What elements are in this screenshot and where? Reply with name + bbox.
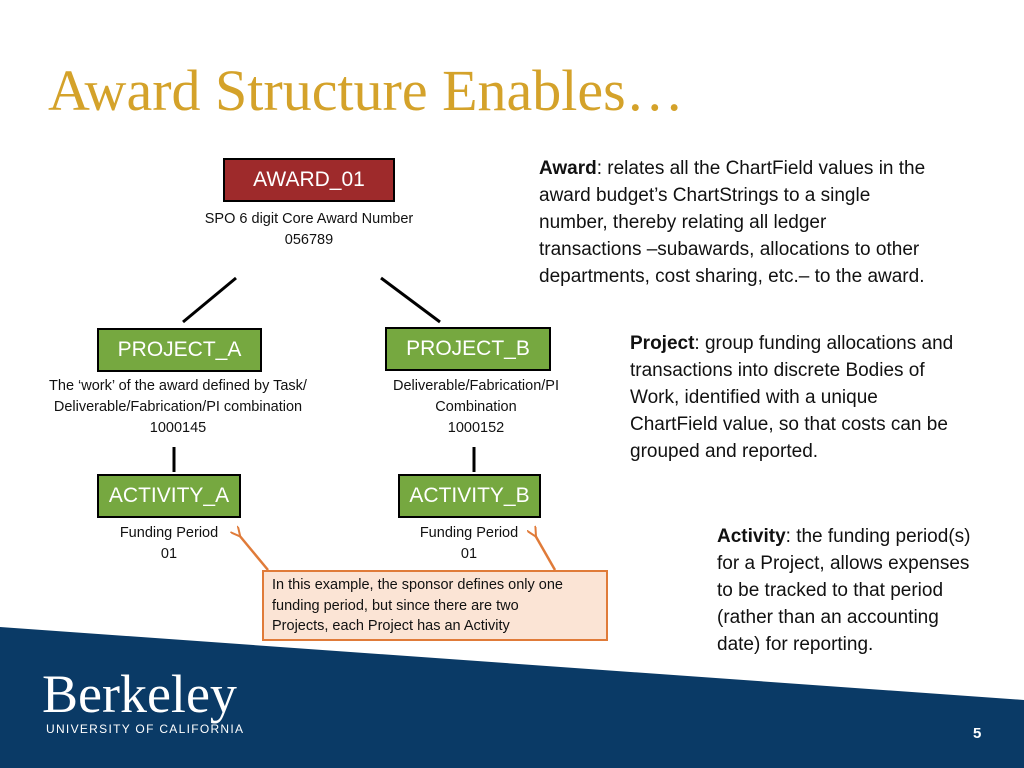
activity-b-caption-line2: 01: [460, 546, 478, 562]
project-desc-line5: grouped and reported.: [630, 441, 819, 462]
award-desc-line2: award budget’s ChartStrings to a single: [539, 185, 871, 206]
callout-line1: In this example, the sponsor defines only one: [272, 577, 563, 593]
activity-a-caption-line1: Funding Period: [119, 525, 219, 541]
award-desc-line1: : relates all the ChartField values in the: [596, 158, 926, 179]
award-caption-line2: 056789: [284, 232, 334, 248]
activity-b-box: ACTIVITY_B: [398, 474, 541, 518]
activity-desc-line1: : the funding period(s): [785, 526, 971, 547]
project-a-caption-line3: 1000145: [149, 420, 207, 436]
activity-desc-line4: (rather than an accounting: [717, 607, 939, 628]
activity-desc-line3: to be tracked to that period: [717, 580, 944, 601]
project-a-box: PROJECT_A: [97, 328, 262, 372]
callout-line3: Projects, each Project has an Activity: [272, 618, 510, 634]
activity-b-caption: [420, 523, 518, 565]
activity-a-caption-line2: 01: [160, 546, 178, 562]
project-a-caption-line2: Deliverable/Fabrication/PI combination: [53, 399, 303, 415]
award-desc-line5: departments, cost sharing, etc.– to the award.: [539, 266, 925, 287]
example-callout: [262, 570, 608, 641]
page-title: Award Structure Enables…: [48, 58, 684, 123]
project-desc-line1: : group funding allocations and: [694, 333, 954, 354]
award-term: Award: [539, 158, 597, 179]
activity-desc-line2: for a Project, allows expenses: [717, 553, 970, 574]
connector-award-project-b: [381, 278, 440, 322]
award-caption-line1: SPO 6 digit Core Award Number: [204, 211, 414, 227]
project-term: Project: [630, 333, 695, 354]
project-b-caption-line3: 1000152: [447, 420, 505, 436]
project-a-caption: [49, 376, 307, 439]
project-b-box: PROJECT_B: [385, 327, 551, 371]
activity-b-caption-line1: Funding Period: [419, 525, 519, 541]
activity-description: [717, 523, 970, 658]
berkeley-logo: Berkeley: [42, 664, 237, 724]
callout-line2: funding period, but since there are two: [272, 597, 519, 614]
award-desc-line4: transactions –subawards, allocations to other: [539, 239, 920, 260]
callout-arrow-left: [239, 535, 268, 570]
project-desc-line2: transactions into discrete Bodies of: [630, 360, 925, 381]
activity-term: Activity: [717, 526, 786, 547]
activity-a-caption: [120, 523, 218, 565]
award-caption: [205, 209, 413, 251]
logo-subtitle: UNIVERSITY OF CALIFORNIA: [46, 722, 245, 736]
project-a-caption-line1: The ‘work’ of the award defined by Task/: [49, 378, 307, 394]
activity-a-box: ACTIVITY_A: [97, 474, 241, 518]
project-desc-line4: ChartField value, so that costs can be: [630, 414, 948, 435]
activity-desc-line5: date) for reporting.: [717, 634, 874, 655]
project-b-caption-line1: Deliverable/Fabrication/PI: [392, 378, 560, 394]
award-box: AWARD_01: [223, 158, 395, 202]
project-b-caption-line2: Combination: [435, 399, 517, 415]
award-description: [539, 155, 925, 290]
page-number: 5: [973, 725, 982, 742]
connector-award-project-a: [183, 278, 236, 322]
award-desc-line3: number, thereby relating all ledger: [539, 212, 827, 233]
callout-arrow-right: [535, 535, 555, 570]
project-b-caption: [393, 376, 559, 439]
project-description: [630, 330, 953, 465]
project-desc-line3: Work, identified with a unique: [630, 387, 878, 408]
